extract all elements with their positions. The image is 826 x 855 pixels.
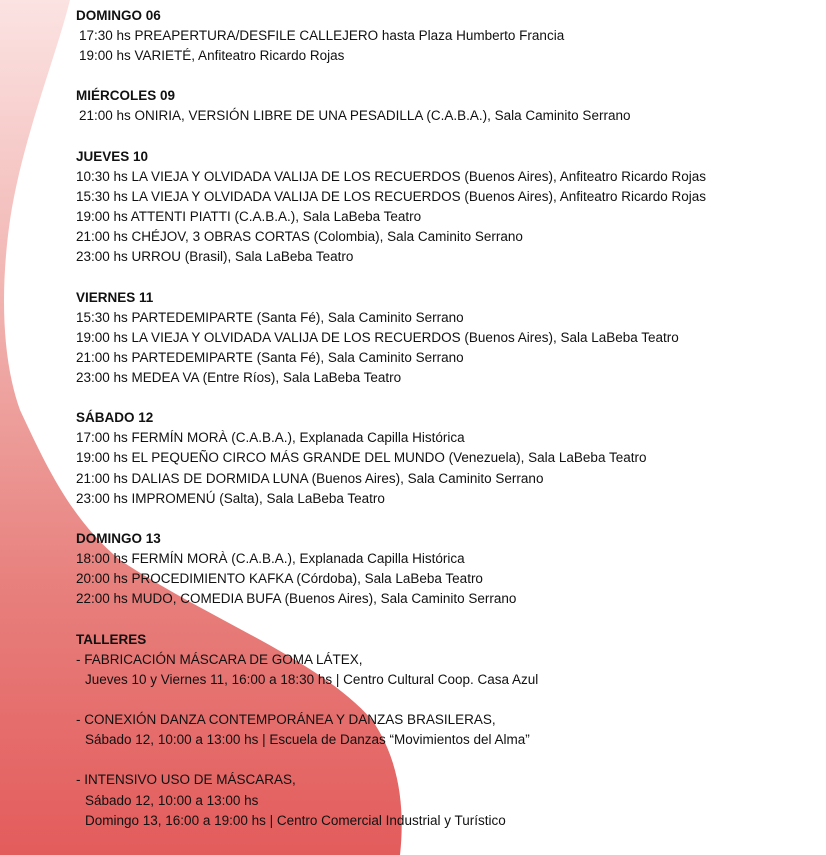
- schedule-content: [76, 6, 796, 851]
- event-line: 21:00 hs DALIAS DE DORMIDA LUNA (Buenos Aires), Sala Caminito Serrano: [76, 470, 544, 486]
- day-heading: JUEVES 10: [76, 148, 149, 164]
- event-line: 19:00 hs LA VIEJA Y OLVIDADA VALIJA DE LOS RECUERDOS (Buenos Aires), Sala LaBeba Teatro: [76, 329, 679, 345]
- day-sabado-12: [76, 408, 796, 509]
- event-line: 23:00 hs MEDEA VA (Entre Ríos), Sala LaBeba Teatro: [76, 370, 402, 386]
- day-miercoles-09: [76, 86, 796, 126]
- workshop-detail: Jueves 10 y Viernes 11, 16:00 a 18:30 hs | Centro Cultural Coop. Casa Azul: [85, 671, 539, 687]
- event-line: 21:00 hs CHÉJOV, 3 OBRAS CORTAS (Colombia), Sala Caminito Serrano: [76, 229, 523, 245]
- event-line: 18:00 hs FERMÍN MORÀ (C.A.B.A.), Explanada Capilla Histórica: [76, 551, 465, 566]
- day-heading: MIÉRCOLES 09: [76, 88, 176, 104]
- event-line: 21:00 hs PARTEDEMIPARTE (Santa Fé), Sala Caminito Serrano: [76, 349, 464, 365]
- day-heading: SÁBADO 12: [76, 410, 154, 426]
- day-heading: DOMINGO 13: [76, 531, 161, 546]
- workshop-title: - INTENSIVO USO DE MÁSCARAS,: [76, 772, 296, 788]
- event-line: 17:00 hs FERMÍN MORÀ (C.A.B.A.), Explanada Capilla Histórica: [76, 430, 465, 446]
- event-line: 19:00 hs VARIETÉ, Anfiteatro Ricardo Rojas: [79, 48, 345, 64]
- event-line: 10:30 hs LA VIEJA Y OLVIDADA VALIJA DE LOS RECUERDOS (Buenos Aires), Anfiteatro Ricardo Rojas: [76, 168, 707, 184]
- workshop-item: [76, 650, 796, 690]
- day-domingo-06: [76, 6, 796, 66]
- event-line: 22:00 hs MUDO, COMEDIA BUFA (Buenos Aires), Sala Caminito Serrano: [76, 591, 517, 607]
- event-line: 17:30 hs PREAPERTURA/DESFILE CALLEJERO hasta Plaza Humberto Francia: [79, 28, 565, 43]
- event-line: 15:30 hs LA VIEJA Y OLVIDADA VALIJA DE LOS RECUERDOS (Buenos Aires), Anfiteatro Ricardo Rojas: [76, 188, 707, 204]
- workshop-title: - CONEXIÓN DANZA CONTEMPORÁNEA Y DANZAS BRASILERAS,: [76, 711, 496, 727]
- day-heading: DOMINGO 06: [76, 8, 161, 23]
- event-line: 23:00 hs URROU (Brasil), Sala LaBeba Teatro: [76, 249, 354, 265]
- event-line: 21:00 hs ONIRIA, VERSIÓN LIBRE DE UNA PESADILLA (C.A.B.A.), Sala Caminito Serrano: [79, 108, 631, 124]
- day-domingo-13: [76, 529, 796, 610]
- talleres-section: [76, 630, 796, 831]
- event-line: 19:00 hs ATTENTI PIATTI (C.A.B.A.), Sala LaBeba Teatro: [76, 208, 422, 224]
- workshop-title: - FABRICACIÓN MÁSCARA DE GOMA LÁTEX,: [76, 651, 363, 667]
- day-viernes-11: [76, 288, 796, 389]
- event-line: 19:00 hs EL PEQUEÑO CIRCO MÁS GRANDE DEL MUNDO (Venezuela), Sala LaBeba Teatro: [76, 450, 647, 466]
- workshop-detail: Sábado 12, 10:00 a 13:00 hs | Escuela de Danzas “Movimientos del Alma”: [85, 732, 530, 748]
- day-jueves-10: [76, 147, 796, 268]
- workshop-item: [76, 770, 796, 831]
- event-line: 20:00 hs PROCEDIMIENTO KAFKA (Córdoba), Sala LaBeba Teatro: [76, 571, 483, 587]
- day-heading: VIERNES 11: [76, 289, 154, 305]
- workshop-item: [76, 710, 796, 750]
- event-line: 15:30 hs PARTEDEMIPARTE (Santa Fé), Sala Caminito Serrano: [76, 309, 464, 325]
- workshop-detail: Domingo 13, 16:00 a 19:00 hs | Centro Comercial Industrial y Turístico: [85, 812, 506, 828]
- talleres-heading: TALLERES: [76, 631, 147, 647]
- workshop-detail: Sábado 12, 10:00 a 13:00 hs: [85, 792, 259, 808]
- event-line: 23:00 hs IMPROMENÚ (Salta), Sala LaBeba Teatro: [76, 490, 385, 506]
